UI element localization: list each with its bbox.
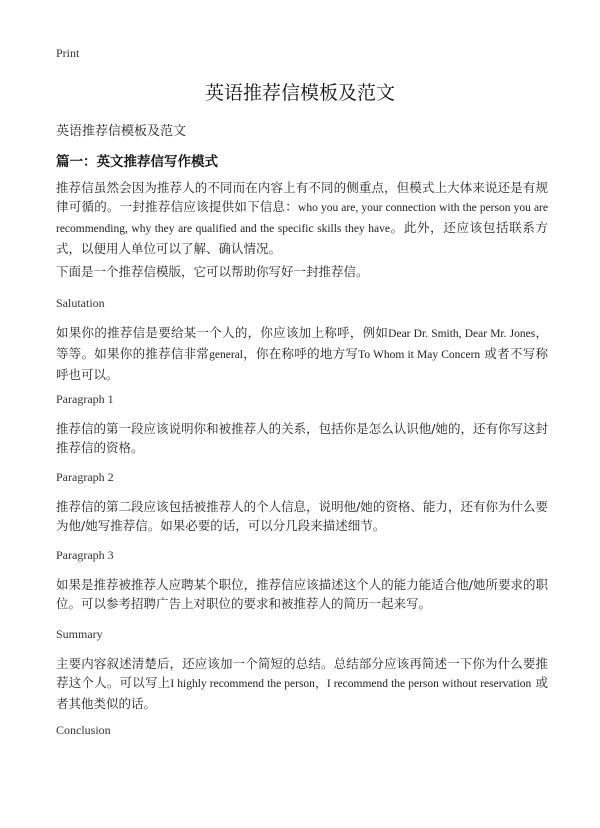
intro-text-english: who you are, your connection with the person you are recommending, why they are qualified and the specific skills they have (56, 202, 548, 235)
summary-english: I highly recommend the person，I recommend the person without reservation (170, 678, 532, 690)
paragraph1-text: 推荐信的第一段应该说明你和被推荐人的关系，包括你是怎么认识他/她的，还有你写这封推荐信的资格。 (56, 421, 548, 455)
conclusion-label: Conclusion (56, 723, 111, 737)
salutation-label: Salutation (56, 296, 105, 310)
paragraph2-label: Paragraph 2 (56, 470, 114, 484)
salutation-text-1: 如果你的推荐信是要给某一个人的，你应该加上称呼，例如 (56, 325, 389, 340)
print-label: Print (56, 46, 80, 60)
summary-label: Summary (56, 627, 103, 641)
summary-paragraph (56, 654, 548, 713)
paragraph1-label: Paragraph 1 (56, 392, 114, 406)
summary-text-2: 或者其他类似的话。 (56, 675, 548, 711)
document-subtitle: 英语推荐信模板及范文 (56, 124, 187, 139)
salutation-to-whom: To Whom it May Concern (358, 349, 481, 361)
paragraph2-text: 推荐信的第二段应该包括被推荐人的个人信息，说明他/她的资格、能力，还有你为什么要为他/她写推荐信。如果必要的话，可以分几段来描述细节。 (56, 499, 548, 533)
salutation-general: general (209, 349, 243, 361)
salutation-paragraph (56, 323, 548, 384)
page-title: 英语推荐信模板及范文 (204, 82, 395, 104)
paragraph3-text: 如果是推荐被推荐人应聘某个职位，推荐信应该描述这个人的能力能适合他/她所要求的职位。可以参考招聘广告上对职位的要求和被推荐人的简历一起来写。 (56, 577, 548, 611)
summary-text-1: 主要内容叙述清楚后，还应该加一个简短的总结。总结部分应该再简述一下你为什么要推荐这个人。可以写上 (56, 656, 548, 690)
salutation-text-3: ，你在称呼的地方写 (243, 346, 359, 361)
paragraph3-label: Paragraph 3 (56, 548, 114, 562)
intro-text-1: 推荐信虽然会因为推荐人的不同而在内容上有不同的侧重点，但模式上大体来说还是有规律可循的。一封推荐信应该提供如下信息： (56, 180, 548, 214)
salutation-text-4: 或者不写称呼也可以。 (56, 346, 548, 382)
section-heading: 篇一：英文推荐信写作模式 (56, 154, 218, 170)
intro-text-2: 。此外，还应该包括联系方式，以便用人单位可以了解、确认情况。 (56, 220, 548, 256)
salutation-example: Dear Dr. Smith, Dear Mr. Jones (388, 328, 536, 340)
template-intro-paragraph: 下面是一个推荐信模版，它可以帮助你写好一封推荐信。 (56, 264, 369, 279)
intro-paragraph (56, 178, 548, 258)
salutation-text-2: ，等等。如果你的推荐信非常 (56, 325, 548, 361)
